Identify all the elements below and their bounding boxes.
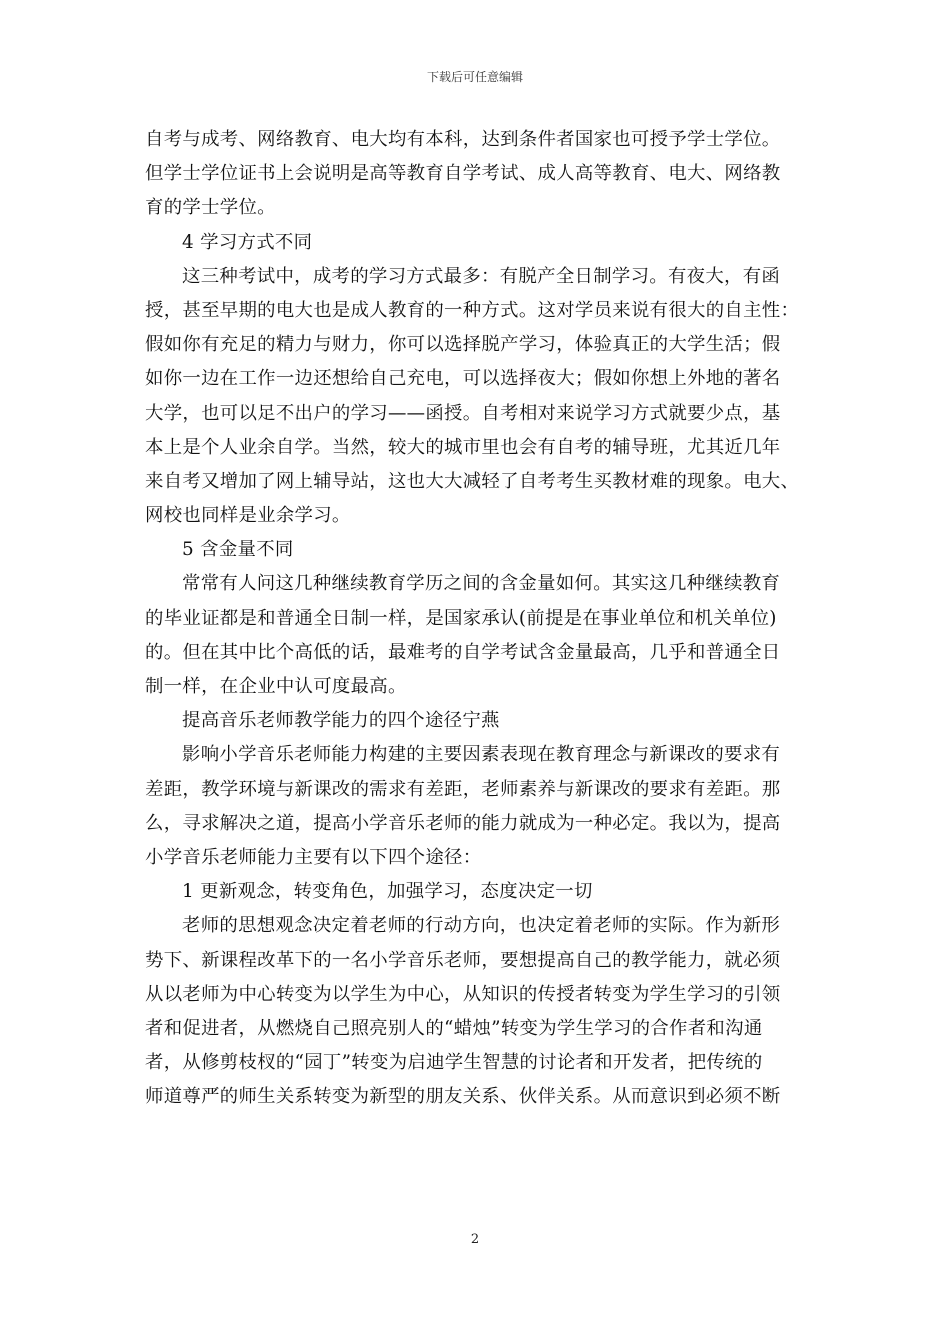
text-line: 如你一边在工作一边还想给自己充电，可以选择夜大；假如你想上外地的著名 [145,368,781,390]
text-line: 影响小学音乐老师能力构建的主要因素表现在教育理念与新课改的要求有 [182,744,781,766]
body-text [145,123,811,1114]
text-line: 5 含金量不同 [182,539,294,561]
text-line: 常常有人问这几种继续教育学历之间的含金量如何。其实这几种继续教育 [182,573,781,595]
text-line: 1 更新观念，转变角色，加强学习，态度决定一切 [182,881,593,903]
text-line: 自考与成考、网络教育、电大均有本科，达到条件者国家也可授予学士学位。 [145,129,781,150]
text-line: 提高音乐老师教学能力的四个途径宁燕 [182,710,500,732]
text-line: 师道尊严的师生关系转变为新型的朋友关系、伙伴关系。从而意识到必须不断 [145,1086,781,1108]
text-line: 从以老师为中心转变为以学生为中心，从知识的传授者转变为学生学习的引领 [145,983,781,1005]
text-line: 但学士学位证书上会说明是高等教育自学考试、成人高等教育、电大、网络教 [145,163,781,185]
text-line: 小学音乐老师能力主要有以下四个途径： [145,846,482,868]
text-line: 大学，也可以足不出户的学习——函授。自考相对来说学习方式就要少点，基 [145,402,781,424]
page-header: 下载后可任意编辑 [426,70,523,84]
text-line: 势下、新课程改革下的一名小学音乐老师，要想提高自己的教学能力，就必须 [145,949,781,971]
text-line: 差距，教学环境与新课改的需求有差距，老师素养与新课改的要求有差距。那 [145,778,781,800]
text-line: 者，从修剪枝杈的“园丁”转变为启迪学生智慧的讨论者和开发者，把传统的 [145,1052,763,1074]
text-line: 网校也同样是业余学习。 [145,505,351,527]
text-line: 么，寻求解决之道，提高小学音乐老师的能力就成为一种必定。我以为，提高 [145,812,781,834]
text-line: 这三种考试中，成考的学习方式最多：有脱产全日制学习。有夜大，有函 [182,265,781,287]
text-line: 制一样，在企业中认可度最高。 [145,676,407,697]
text-line: 老师的思想观念决定着老师的行动方向，也决定着老师的实际。作为新形 [182,915,781,937]
text-line: 假如你有充足的精力与财力，你可以选择脱产学习，体验真正的大学生活；假 [145,334,781,356]
text-line: 来自考又增加了网上辅导站，这也大大减轻了自考考生买教材难的现象。电大、 [145,470,800,492]
text-line: 者和促进者，从燃烧自己照亮别人的“蜡烛”转变为学生学习的合作者和沟通 [145,1017,763,1039]
text-line: 的。但在其中比个高低的话，最难考的自学考试含金量最高，几乎和普通全日 [145,641,781,663]
text-line: 的毕业证都是和普通全日制一样，是国家承认(前提是在事业单位和机关单位) [145,607,777,629]
text-line: 4 学习方式不同 [182,231,313,253]
page-number: 2 [470,1232,480,1247]
text-line: 授，甚至早期的电大也是成人教育的一种方式。这对学员来说有很大的自主性： [145,299,800,321]
text-line: 本上是个人业余自学。当然，较大的城市里也会有自考的辅导班，尤其近几年 [145,436,781,458]
text-line: 育的学士学位。 [145,197,276,219]
